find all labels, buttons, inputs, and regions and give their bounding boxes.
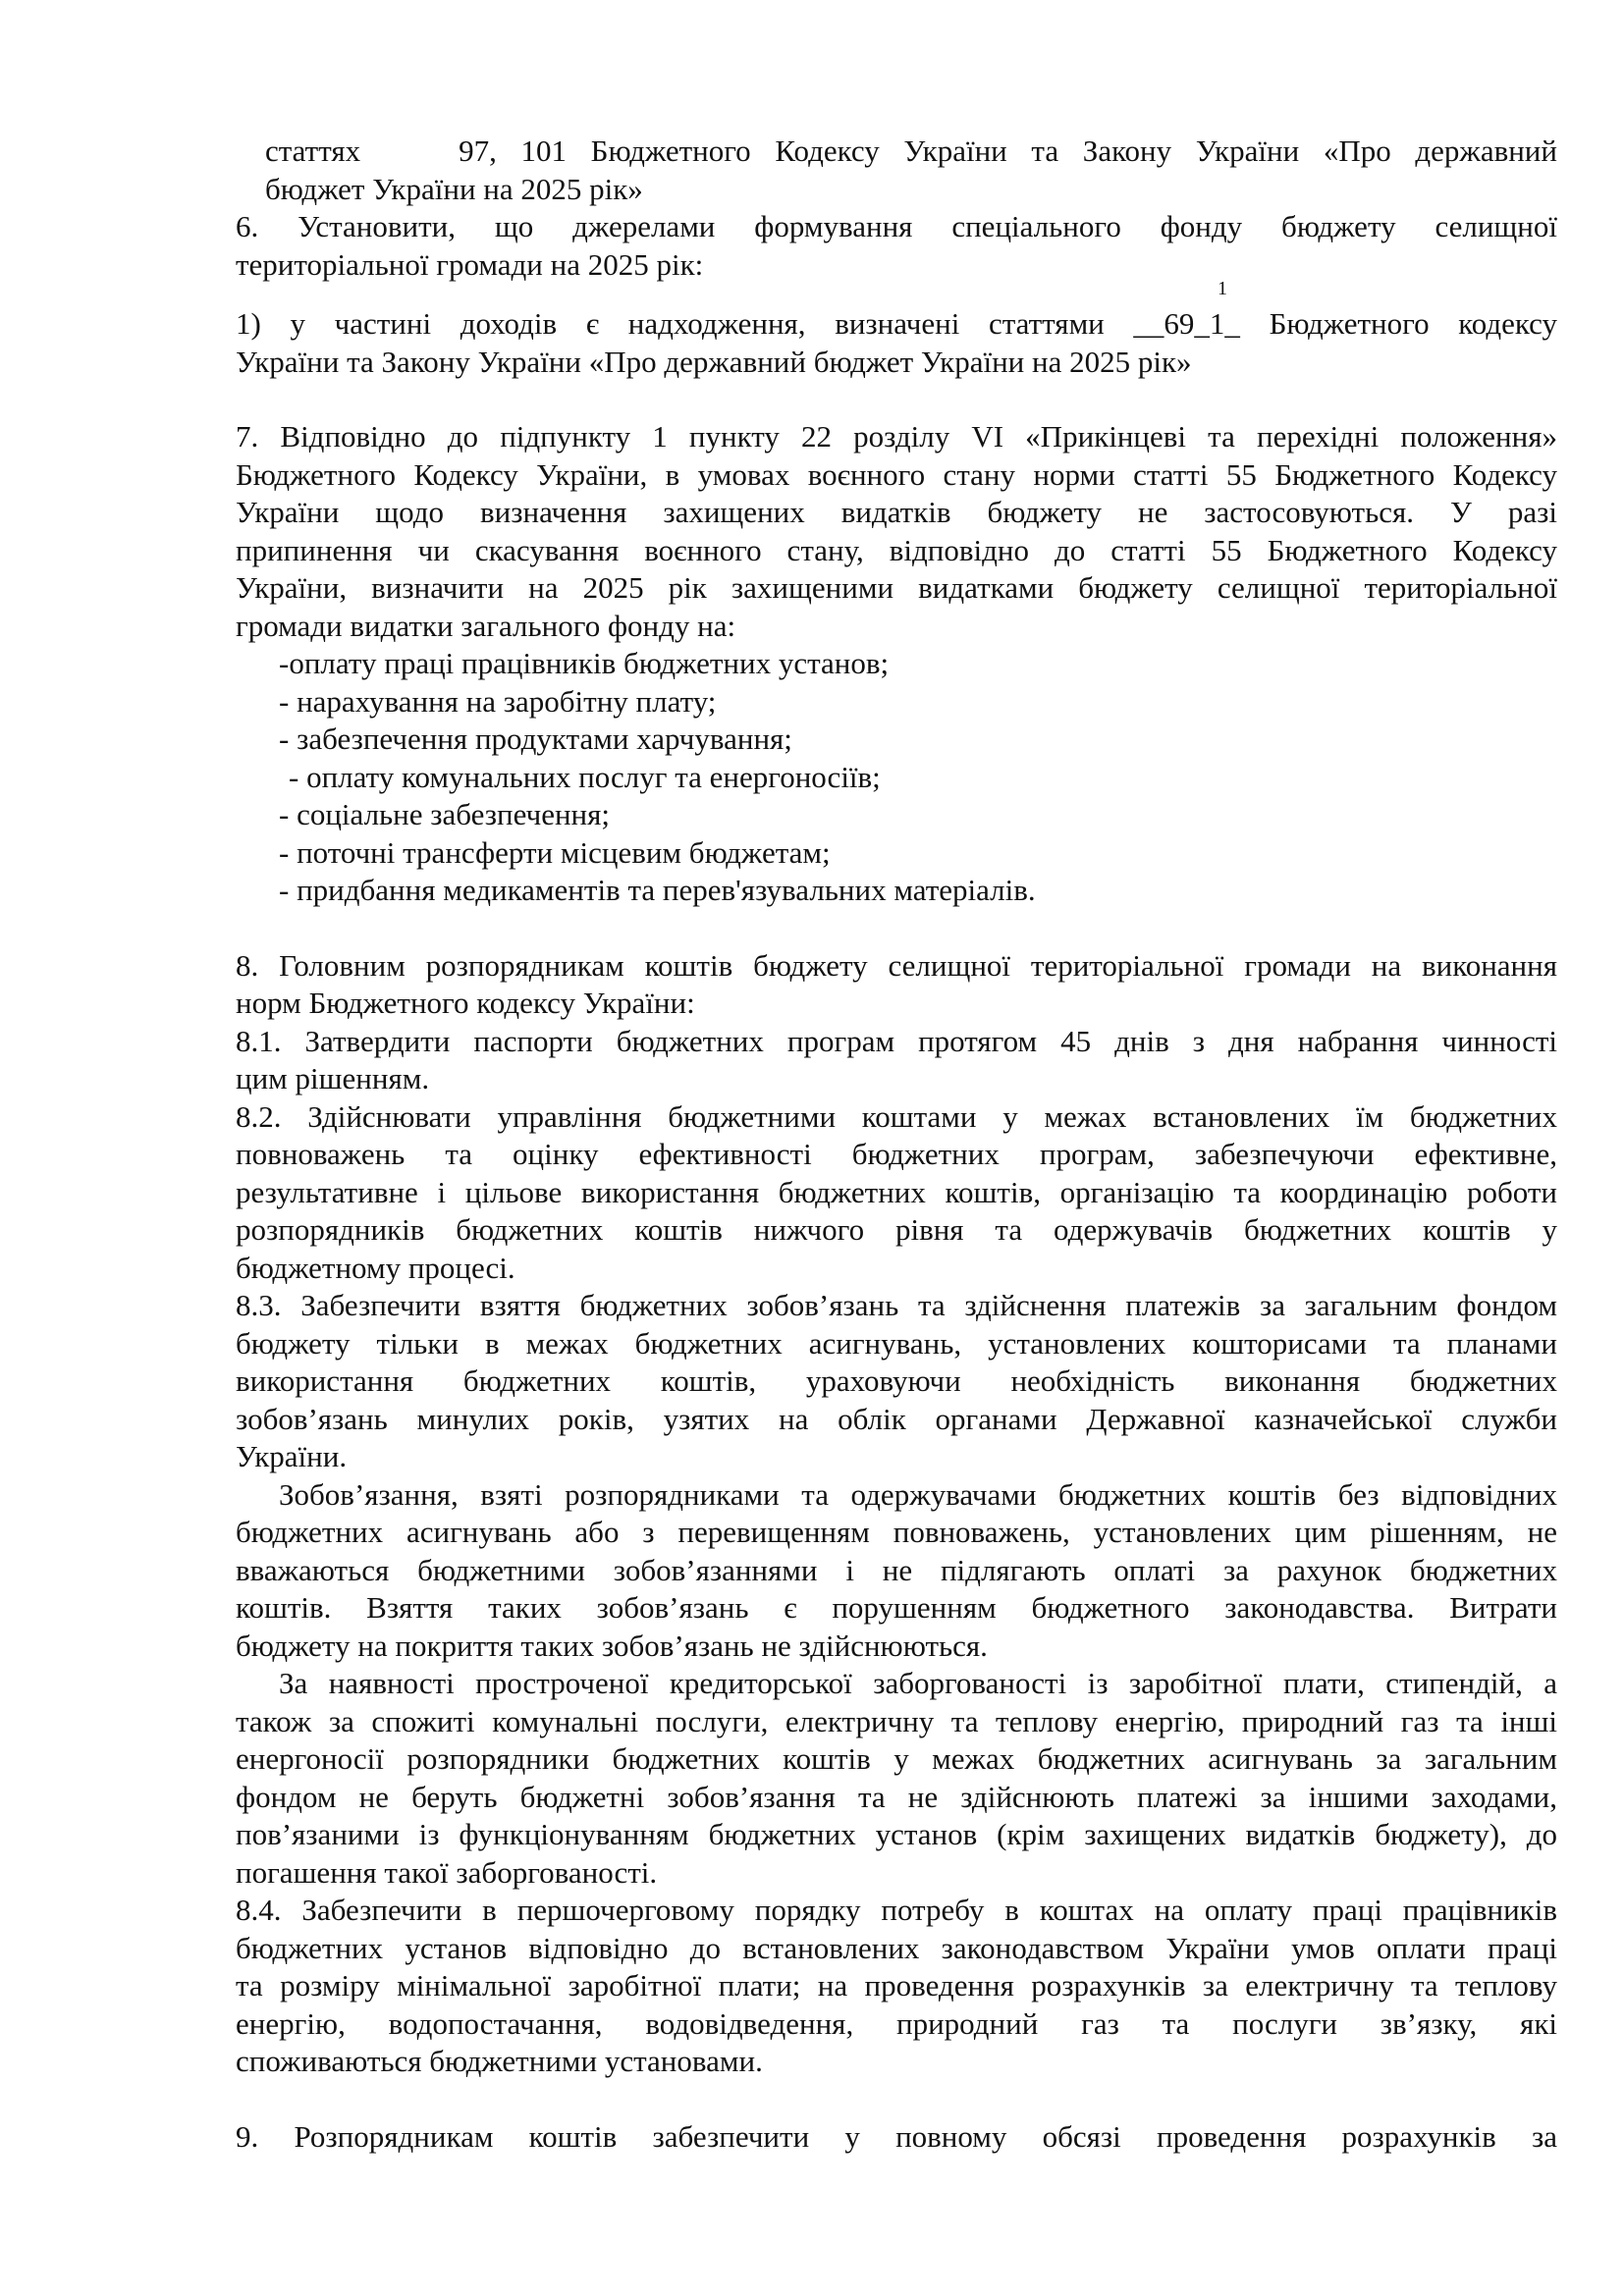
text-line	[236, 133, 1557, 171]
text-line: Бюджетного Кодексу України, в умовах воєнного стану норми статті 55 Бюджетного Кодексу	[236, 456, 1557, 492]
list-item: -оплату праці працівників бюджетних установ;	[279, 646, 890, 680]
text-fragment: статтях	[265, 133, 361, 168]
text-line: погашення такої заборгованості.	[236, 1854, 658, 1890]
text-line: 8.1. Затвердити паспорти бюджетних програм протягом 45 днів з дня набрання чинності	[236, 1023, 1557, 1058]
text-line: повноважень та оцінку ефективності бюджетних програм, забезпечуючи ефективне,	[236, 1137, 1557, 1171]
superscript-note: 1	[1218, 278, 1227, 299]
list-item: - нарахування на заробітну плату;	[279, 683, 717, 719]
text-line: енергію, водопостачання, водовідведення, природний газ та послуги зв’язку, які	[236, 2005, 1557, 2041]
text-line: результативне і цільове використання бюджетних коштів, організацію та координацію роботи	[236, 1174, 1557, 1209]
list-item: - забезпечення продуктами харчування;	[279, 721, 792, 756]
text-line: 8.2. Здійснювати управління бюджетними коштами у межах встановлених їм бюджетних	[236, 1098, 1557, 1134]
text-line: 8.4. Забезпечити в першочерговому порядку потребу в коштах на оплату праці працівників	[236, 1893, 1557, 1927]
text-line: України.	[236, 1439, 348, 1473]
text-line: використання бюджетних коштів, ураховуючи необхідність виконання бюджетних	[236, 1363, 1557, 1398]
document-body	[236, 133, 1557, 2156]
text-line: України щодо визначення захищених видатків бюджету не застосовуються. У разі	[236, 495, 1557, 529]
text-line: 9. Розпорядникам коштів забезпечити у повному обсязі проведення розрахунків за	[236, 2118, 1557, 2154]
text-line: України та Закону України «Про державний бюджет України на 2025 рік»	[236, 344, 1192, 379]
text-line: бюджету тільки в межах бюджетних асигнувань, установлених кошторисами та планами	[236, 1325, 1557, 1361]
text-fragment: 97, 101 Бюджетного Кодексу України та Закону України «Про державний	[459, 133, 1557, 168]
text-line: норм Бюджетного кодексу України:	[236, 986, 695, 1020]
text-line: та розміру мінімальної заробітної плати; на проведення розрахунків за електричну та теплову	[236, 1968, 1557, 2002]
superscript-row	[236, 278, 1557, 305]
text-line: 1) у частині доходів є надходження, визначені статтями __69_1_ Бюджетного кодексу	[236, 306, 1557, 341]
list-item: - оплату комунальних послуг та енергоносіїв;	[289, 759, 881, 794]
text-line: 7. Відповідно до підпункту 1 пункту 22 розділу VI «Прикінцеві та перехідні положення»	[236, 419, 1557, 454]
text-line: України, визначити на 2025 рік захищеними видатками бюджету селищної територіальної	[236, 570, 1557, 605]
text-line: фондом не беруть бюджетні зобов’язання та не здійснюють платежі за іншими заходами,	[236, 1779, 1557, 1814]
text-line: енергоносії розпорядники бюджетних коштів у межах бюджетних асигнувань за загальним	[236, 1741, 1557, 1776]
text-line: 6. Установити, що джерелами формування спеціального фонду бюджету селищної	[236, 209, 1557, 243]
text-line: коштів. Взяття таких зобов’язань є порушенням бюджетного законодавства. Витрати	[236, 1590, 1557, 1625]
text-line: пов’язаними із функціонуванням бюджетних установ (крім захищених видатків бюджету), до	[236, 1817, 1557, 1851]
text-line: бюджетних установ відповідно до встановлених законодавством України умов оплати праці	[236, 1930, 1557, 1965]
text-line: Зобов’язання, взяті розпорядниками та одержувачами бюджетних коштів без відповідних	[279, 1476, 1557, 1512]
text-line: також за спожиті комунальні послуги, електричну та теплову енергію, природний газ та інші	[236, 1703, 1557, 1738]
text-line: цим рішенням.	[236, 1061, 430, 1095]
text-line: бюджетному процесі.	[236, 1250, 515, 1285]
text-line: бюджету на покриття таких зобов’язань не здійснюються.	[236, 1628, 988, 1663]
text-line: 8.3. Забезпечити взяття бюджетних зобов’язань та здійснення платежів за загальним фондом	[236, 1288, 1557, 1322]
protected-expenses-list	[236, 645, 1557, 910]
text-line: споживаються бюджетними установами.	[236, 2044, 763, 2078]
text-line: громади видатки загального фонду на:	[236, 608, 736, 643]
text-line: бюджетних асигнувань або з перевищенням повноважень, установлених цим рішенням, не	[236, 1515, 1557, 1549]
list-item: - поточні трансферти місцевим бюджетам;	[279, 834, 831, 870]
list-item: - соціальне забезпечення;	[279, 797, 611, 831]
text-line: розпорядників бюджетних коштів нижчого рівня та одержувачів бюджетних коштів у	[236, 1212, 1557, 1247]
list-item: - придбання медикаментів та перев'язувальних матеріалів.	[279, 873, 1036, 907]
text-line: територіальної громади на 2025 рік:	[236, 246, 704, 282]
text-line: 8. Головним розпорядникам коштів бюджету селищної територіальної громади на виконання	[236, 947, 1557, 983]
text-line: бюджет України на 2025 рік»	[265, 171, 643, 206]
text-line: зобов’язань минулих років, узятих на облік органами Державної казначейської служби	[236, 1401, 1557, 1436]
text-line: припинення чи скасування воєнного стану, відповідно до статті 55 Бюджетного Кодексу	[236, 532, 1557, 567]
text-line: За наявності простроченої кредиторської заборгованості із заробітної плати, стипендій, а	[279, 1666, 1557, 1700]
text-line: вважаються бюджетними зобов’язаннями і не підлягають оплаті за рахунок бюджетних	[236, 1552, 1557, 1587]
